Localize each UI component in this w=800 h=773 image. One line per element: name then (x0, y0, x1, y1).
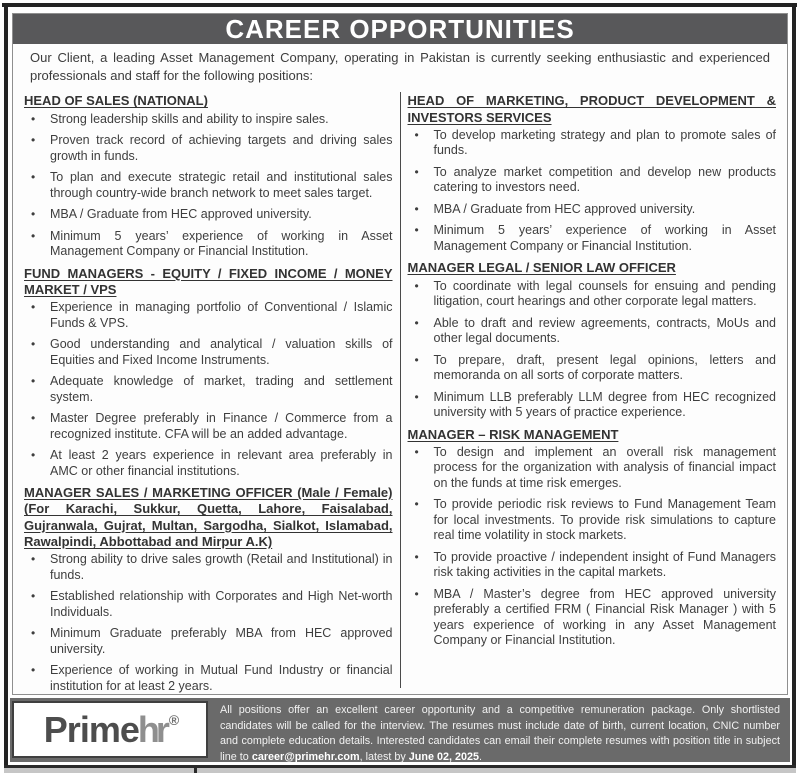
job-title: MANAGER – RISK MANAGEMENT (407, 426, 619, 442)
bullet-icon: • (31, 448, 36, 463)
bullet-text: Established relationship with Corporates and High Net-worth Individuals. (50, 589, 393, 619)
footer-note-period: . (479, 750, 483, 763)
bullet-item (24, 552, 393, 583)
bullet-item (24, 229, 393, 260)
bullet-text: MBA / Graduate from HEC approved university. (433, 201, 696, 216)
bullet-item (408, 497, 777, 544)
job-section (24, 93, 393, 259)
career-opportunities-banner (13, 14, 787, 44)
bullet-text: To analyze market competition and develop new products catering to investors need. (433, 164, 776, 195)
bullet-icon: • (31, 228, 36, 243)
registered-mark-icon: ® (168, 711, 180, 728)
bullet-item (24, 589, 393, 620)
bullet-icon: • (31, 207, 36, 222)
bullet-icon: • (31, 170, 36, 185)
job-section (408, 260, 777, 420)
bullet-icon: • (414, 223, 419, 238)
bullet-icon: • (31, 663, 36, 678)
bullet-text: To develop marketing strategy and plan to promote sales of funds. (433, 127, 776, 158)
footer-note (220, 703, 780, 766)
job-columns (13, 88, 787, 693)
bullet-icon: • (31, 411, 36, 426)
bullet-icon: • (414, 164, 419, 179)
bullet-item (24, 411, 393, 442)
bullet-item (24, 626, 393, 657)
bullet-icon: • (31, 300, 36, 315)
bullet-text: Minimum 5 years’ experience of working in Asset Management Company or Financial Institution. (433, 223, 776, 253)
bullet-text: Adequate knowledge of market, trading and settlement system. (50, 374, 393, 404)
job-title: FUND MANAGERS - EQUITY / FIXED INCOME / MONEY MARKET / VPS (24, 265, 393, 297)
bullet-item (408, 353, 777, 384)
page-title: CAREER OPPORTUNITIES (225, 13, 575, 44)
bullet-text: Master Degree preferably in Finance / Commerce from a recognized institute. CFA will be an added advantage. (50, 411, 393, 441)
primehr-logo (12, 701, 208, 758)
bullet-icon: • (31, 133, 36, 148)
bullet-item (408, 390, 777, 421)
bullet-item (24, 374, 393, 405)
bullet-text: To plan and execute strategic retail and institutional sales through country-wide branch network to meet sales target. (50, 170, 393, 200)
bullet-text: Strong ability to drive sales growth (Retail and Institutional) in funds. (50, 552, 393, 582)
ad-content-box (12, 13, 788, 695)
logo-hr-text: hr (137, 708, 166, 750)
column-divider (400, 92, 401, 688)
bullet-icon: • (31, 374, 36, 389)
intro-text: Our Client, a leading Asset Management Company, operating in Pakistan is currently seeking enthusiastic and experienced professionals and staff for the following positions: (30, 50, 770, 84)
email-text: career@primehr.com (251, 750, 360, 763)
bullet-icon: • (31, 589, 36, 604)
bullet-item (24, 112, 393, 128)
bullet-text: MBA / Graduate from HEC approved university. (50, 207, 312, 222)
bullet-item (24, 133, 393, 164)
logo-prime-text: Prime (43, 708, 139, 750)
ad-border-top (2, 3, 797, 7)
job-title: HEAD OF MARKETING, PRODUCT DEVELOPMENT & INVESTORS SERVICES (407, 93, 776, 125)
bullet-text: Able to draft and review agreements, contracts, MoUs and other legal documents. (433, 315, 776, 346)
bullet-text: To coordinate with legal counsels for ensuing and pending litigation, court hearings and other corporate legal matters. (433, 278, 776, 309)
job-section (408, 93, 777, 254)
bullet-icon: • (31, 552, 36, 567)
left-column (20, 90, 397, 693)
bullet-icon: • (31, 111, 36, 126)
bullet-icon: • (414, 315, 419, 330)
bullet-text: At least 2 years experience in relevant area preferably in AMC or other financial institutions. (50, 448, 393, 478)
bullet-item (408, 223, 777, 254)
bullet-icon: • (414, 389, 419, 404)
ad-border-right (792, 3, 796, 773)
bullet-icon: • (414, 444, 419, 459)
footer-note-body: All positions offer an excellent career opportunity and a competitive remuneration package. Only shortlisted candidates will be called for the interview. The resumes must include date of birth, current location, CNIC number and complete education details. Interested candidates can email their complete resumes with position title in subject line to (220, 704, 780, 763)
bullet-text: To provide proactive / independent insight of Fund Managers risk taking activities in the capital markets. (433, 549, 776, 580)
bullet-text: Minimum 5 years’ experience of working in Asset Management Company or Financial Institution. (50, 228, 393, 259)
footer-note-latest: , latest by (359, 750, 409, 763)
bullet-text: Minimum LLB preferably LLM degree from HEC recognized university with 5 years of practice experience. (433, 389, 776, 420)
job-title: MANAGER SALES / MARKETING OFFICER (Male / Female) (For Karachi, Sukkur, Quetta, Lahore, Faisalabad, Gujranwala, Gujrat, Multan, Sargodha, Sialkot, Islamabad, Rawalpindi, Abbottabad and Mirpur A.K) (24, 485, 393, 549)
bullet-icon: • (414, 586, 419, 601)
bullet-item (408, 202, 777, 218)
deadline-text: June 02, 2025 (408, 750, 480, 763)
right-column (404, 90, 781, 688)
bullet-text: Minimum Graduate preferably MBA from HEC approved university. (50, 626, 393, 656)
job-section (24, 266, 393, 480)
next-ad-edge (4, 765, 796, 773)
bullet-item (24, 207, 393, 223)
job-section (24, 485, 393, 694)
bullet-text: Experience of working in Mutual Fund Industry or financial institution for at least 2 years. (50, 663, 393, 693)
bullet-item (408, 279, 777, 310)
bullet-icon: • (31, 626, 36, 641)
bullet-item (24, 448, 393, 479)
bullet-item (408, 587, 777, 649)
bullet-item (408, 550, 777, 581)
bullet-text: To prepare, draft, present legal opinions, letters and memoranda on all sorts of corporate matters. (433, 352, 776, 383)
bullet-item (24, 170, 393, 201)
ad-border-left (4, 3, 8, 773)
bullet-item (408, 128, 777, 159)
bullet-icon: • (414, 127, 419, 142)
bullet-icon: • (414, 497, 419, 512)
bullet-item (24, 663, 393, 694)
bullet-text: Proven track record of achieving targets and driving sales growth in funds. (50, 133, 393, 163)
bullet-icon: • (414, 352, 419, 367)
bullet-text: Good understanding and analytical / valuation skills of Equities and Fixed Income Instruments. (50, 337, 393, 367)
bullet-item (408, 165, 777, 196)
bullet-text: MBA / Master’s degree from HEC approved university preferably a certified FRM ( Financial Risk Manager ) with 5 years experience of working in any Asset Management Company or Financial Institution. (433, 586, 776, 648)
bullet-text: Strong leadership skills and ability to inspire sales. (50, 111, 329, 126)
bullet-icon: • (414, 549, 419, 564)
bullet-item (24, 300, 393, 331)
bullet-icon: • (414, 201, 419, 216)
bullet-item (408, 445, 777, 492)
bullet-text: To design and implement an overall risk management process for the organization with analysis of financial impact on the funds at time risk emerges. (433, 444, 776, 490)
next-ad-divider (194, 768, 197, 773)
bullet-item (24, 337, 393, 368)
bullet-text: Experience in managing portfolio of Conventional / Islamic Funds & VPS. (50, 300, 393, 330)
job-title: HEAD OF SALES (NATIONAL) (24, 93, 208, 109)
footer-bar (10, 698, 790, 762)
bullet-text: To provide periodic risk reviews to Fund Management Team for local investments. To provide risk simulations to capture real time volatility in stock markets. (433, 497, 776, 543)
bullet-icon: • (31, 337, 36, 352)
job-title: MANAGER LEGAL / SENIOR LAW OFFICER (407, 260, 676, 276)
bullet-item (408, 316, 777, 347)
bullet-icon: • (414, 278, 419, 293)
job-section (408, 427, 777, 649)
